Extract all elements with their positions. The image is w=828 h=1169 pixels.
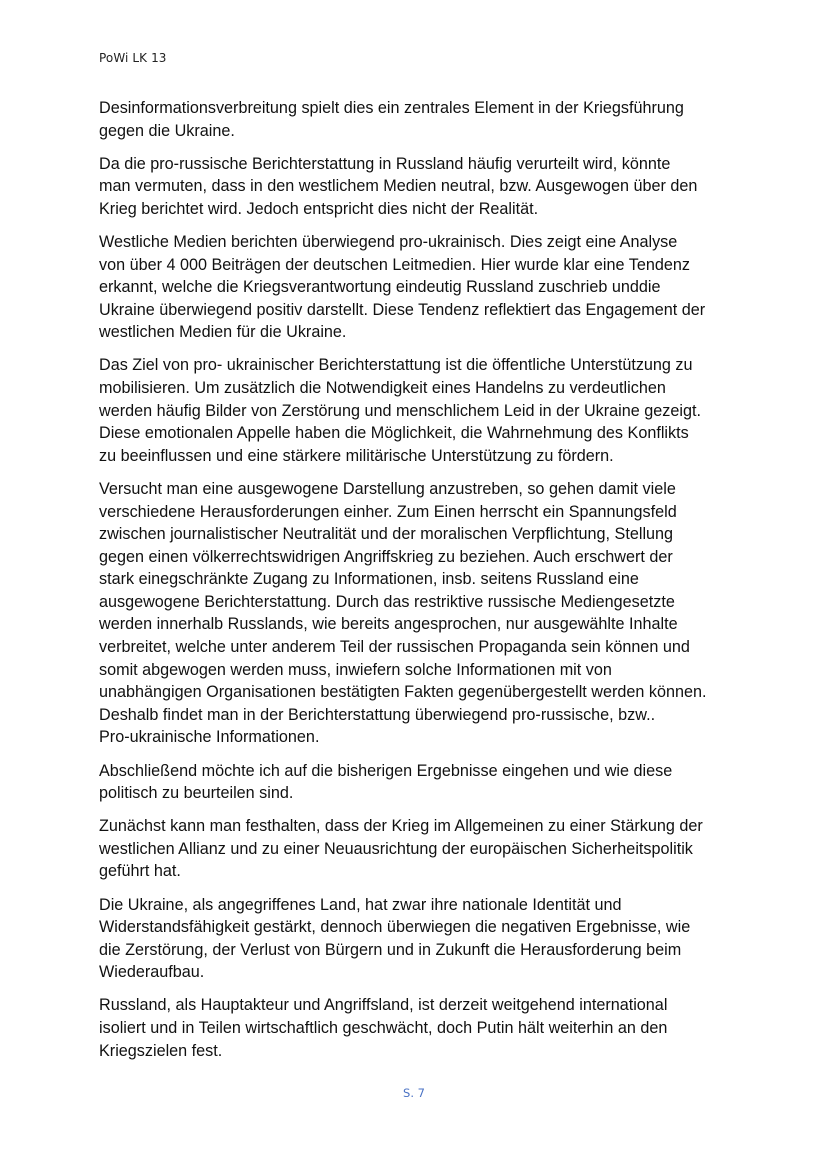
text-line: Krieg berichtet wird. Jedoch entspricht dies nicht der Realität. xyxy=(99,199,539,218)
paragraph xyxy=(99,153,739,221)
text-line: unabhängigen Organisationen bestätigten Fakten gegenübergestellt werden können. xyxy=(99,683,707,702)
text-line: werden häufig Bilder von Zerstörung und menschlichem Leid in der Ukraine gezeigt. xyxy=(99,401,701,420)
text-line: von über 4 000 Beiträgen der deutschen Leitmedien. Hier wurde klar eine Tendenz xyxy=(99,255,690,274)
text-line: zwischen journalistischer Neutralität und der moralischen Verpflichtung, Stellung xyxy=(99,525,674,544)
text-line: Versucht man eine ausgewogene Darstellung anzustreben, so gehen damit viele xyxy=(99,479,676,498)
text-line: man vermuten, dass in den westlichem Medien neutral, bzw. Ausgewogen über den xyxy=(99,177,698,196)
paragraph xyxy=(99,760,739,805)
text-line: geführt hat. xyxy=(99,862,181,881)
paragraph xyxy=(99,231,739,344)
text-line: Da die pro-russische Berichterstattung in Russland häufig verurteilt wird, könnte xyxy=(99,154,671,173)
text-line: westlichen Allianz und zu einer Neuausrichtung der europäischen Sicherheitspolitik xyxy=(99,839,693,858)
text-line: Widerstandsfähigkeit gestärkt, dennoch überwiegen die negativen Ergebnisse, wie xyxy=(99,918,691,937)
body-text xyxy=(99,97,739,1073)
text-line: Desinformationsverbreitung spielt dies ein zentrales Element in der Kriegsführung xyxy=(99,99,684,117)
text-line: verbreitet, welche unter anderem Teil der russischen Propaganda sein können und xyxy=(99,638,690,657)
page-number: S. 7 xyxy=(403,1086,425,1100)
paragraph xyxy=(99,994,739,1062)
text-line: Pro-ukrainische Informationen. xyxy=(99,728,320,747)
text-line: gegen die Ukraine. xyxy=(99,121,235,140)
text-line: Deshalb findet man in der Berichterstattung überwiegend pro-russische, bzw.. xyxy=(99,705,656,724)
text-line: ausgewogene Berichterstattung. Durch das restriktive russische Mediengesetzte xyxy=(99,592,675,611)
text-line: politisch zu beurteilen sind. xyxy=(99,784,294,803)
text-line: Ukraine überwiegend positiv darstellt. Diese Tendenz reflektiert das Engagement der xyxy=(99,300,706,319)
text-line: Abschließend möchte ich auf die bisherigen Ergebnisse eingehen und wie diese xyxy=(99,761,673,780)
text-line: gegen einen völkerrechtswidrigen Angriffskrieg zu beziehen. Auch erschwert der xyxy=(99,547,673,566)
text-line: isoliert und in Teilen wirtschaftlich geschwächt, doch Putin hält weiterhin an den xyxy=(99,1018,668,1037)
text-line: zu beeinflussen und eine stärkere militärische Unterstützung zu fördern. xyxy=(99,446,614,465)
paragraph xyxy=(99,97,739,142)
text-line: Das Ziel von pro- ukrainischer Berichterstattung ist die öffentliche Unterstützung zu xyxy=(99,356,693,375)
text-line: Diese emotionalen Appelle haben die Möglichkeit, die Wahrnehmung des Konflikts xyxy=(99,424,689,443)
text-line: stark einegschränkte Zugang zu Informationen, insb. seitens Russland eine xyxy=(99,570,639,589)
text-line: Die Ukraine, als angegriffenes Land, hat zwar ihre nationale Identität und xyxy=(99,895,622,914)
text-line: Russland, als Hauptakteur und Angriffsland, ist derzeit weitgehend international xyxy=(99,996,668,1015)
paragraph xyxy=(99,894,739,984)
text-line: Wiederaufbau. xyxy=(99,963,205,982)
page-header: PoWi LK 13 xyxy=(99,51,167,65)
text-line: westlichen Medien für die Ukraine. xyxy=(99,323,347,342)
text-line: somit abgewogen werden muss, inwiefern solche Informationen mit von xyxy=(99,660,612,679)
paragraph xyxy=(99,478,739,749)
text-line: Kriegszielen fest. xyxy=(99,1041,223,1060)
text-line: verschiedene Herausforderungen einher. Zum Einen herrscht ein Spannungsfeld xyxy=(99,502,677,521)
text-line: die Zerstörung, der Verlust von Bürgern und in Zukunft die Herausforderung beim xyxy=(99,940,682,959)
text-line: mobilisieren. Um zusätzlich die Notwendigkeit eines Handelns zu verdeutlichen xyxy=(99,379,666,398)
text-line: Zunächst kann man festhalten, dass der Krieg im Allgemeinen zu einer Stärkung der xyxy=(99,817,703,836)
paragraph xyxy=(99,815,739,883)
text-line: werden innerhalb Russlands, wie bereits angesprochen, nur ausgewählte Inhalte xyxy=(99,615,678,634)
paragraph xyxy=(99,354,739,467)
text-line: erkannt, welche die Kriegsverantwortung eindeutig Russland zuschrieb unddie xyxy=(99,278,661,297)
text-line: Westliche Medien berichten überwiegend pro-ukrainisch. Dies zeigt eine Analyse xyxy=(99,232,678,251)
